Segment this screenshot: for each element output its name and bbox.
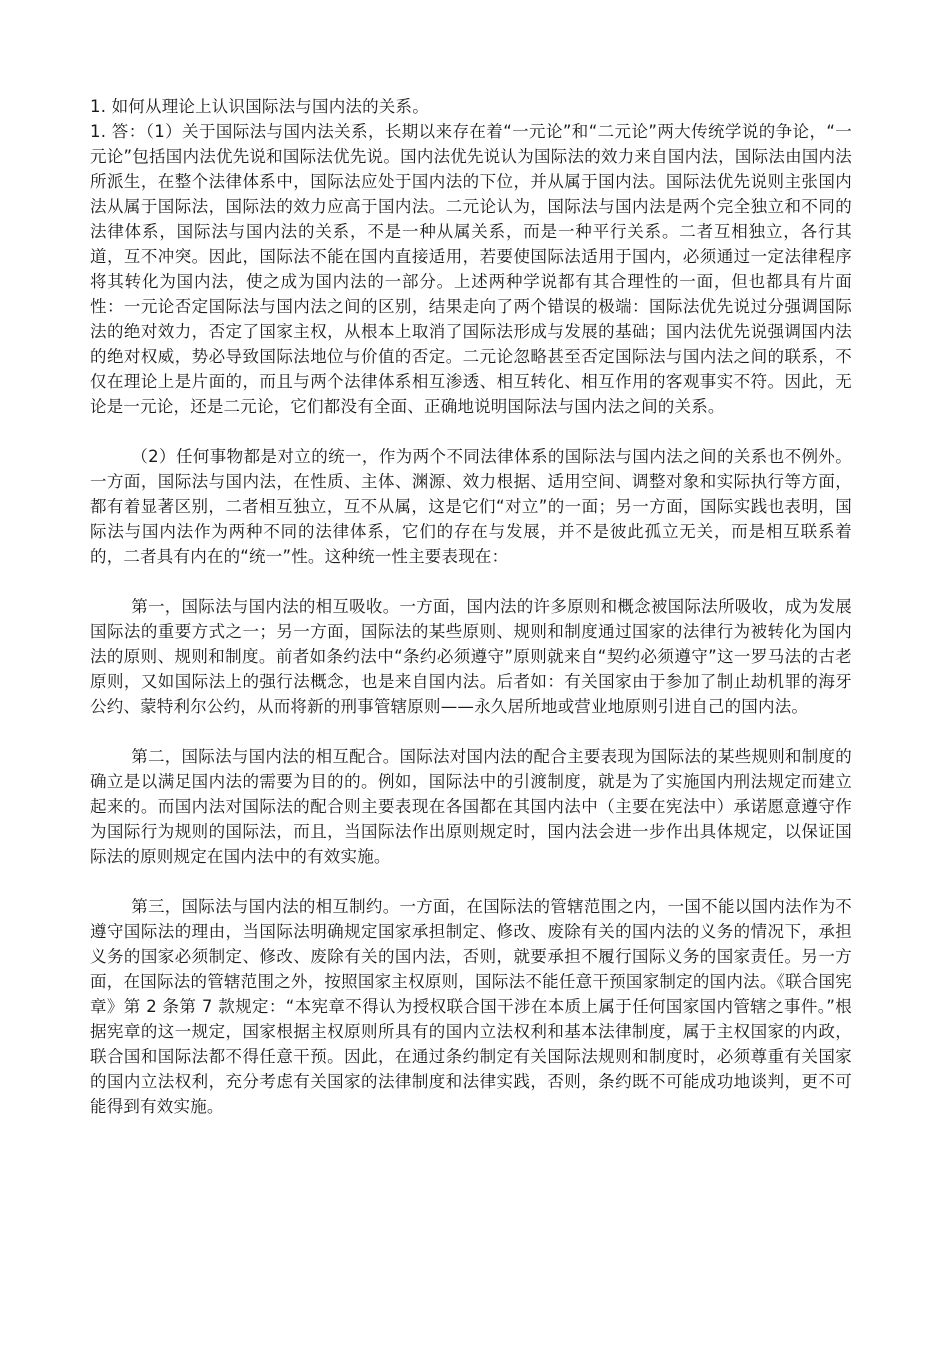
question-heading: 1. 如何从理论上认识国际法与国内法的关系。 [90, 97, 429, 116]
document-body [90, 94, 852, 1119]
answer-paragraph-4: 第二，国际法与国内法的相互配合。国际法对国内法的配合主要表现为国际法的某些规则和制度的确立是以满足国内法的需要为目的的。例如，国际法中的引渡制度，就是为了实施国内刑法规定而建立起来的。而国内法对国际法的配合则主要表现在各国都在其国内法中（主要在宪法中）承诺愿意遵守作为国际行为规则的国际法，而且，当国际法作出原则规定时，国内法会进一步作出具体规定，以保证国际法的原则规定在国内法中的有效实施。 [90, 747, 852, 866]
answer-paragraph-3: 第一，国际法与国内法的相互吸收。一方面，国内法的许多原则和概念被国际法所吸收，成为发展国际法的重要方式之一；另一方面，国际法的某些原则、规则和制度通过国家的法律行为被转化为国内法的原则、规则和制度。前者如条约法中“条约必须遵守”原则就来自“契约必须遵守”这一罗马法的古老原则，又如国际法上的强行法概念，也是来自国内法。后者如：有关国家由于参加了制止劫机罪的海牙公约、蒙特利尔公约，从而将新的刑事管辖原则——永久居所地或营业地原则引进自己的国内法。 [90, 597, 852, 716]
answer-paragraph-5: 第三，国际法与国内法的相互制约。一方面，在国际法的管辖范围之内，一国不能以国内法作为不遵守国际法的理由，当国际法明确规定国家承担制定、修改、废除有关的国内法的义务的情况下，承担义务的国家必须制定、修改、废除有关的国内法，否则，就要承担不履行国际义务的国家责任。另一方面，在国际法的管辖范围之外，按照国家主权原则，国际法不能任意干预国家制定的国内法。《联合国宪章》第 2 条第 7 款规定：“本宪章不得认为授权联合国干涉在本质上属于任何国家国内管辖之事件。”根据宪章的这一规定，国家根据主权原则所具有的国内立法权利和基本法律制度，属于主权国家的内政，联合国和国际法都不得任意干预。因此，在通过条约制定有关国际法规则和制度时，必须尊重有关国家的国内立法权利，充分考虑有关国家的法律制度和法律实践，否则，条约既不可能成功地谈判，更不可能得到有效实施。 [90, 897, 852, 1116]
answer-paragraph-1: 1. 答：（1）关于国际法与国内法关系，长期以来存在着“一元论”和“二元论”两大传统学说的争论，“一元论”包括国内法优先说和国际法优先说。国内法优先说认为国际法的效力来自国内法，国际法由国内法所派生，在整个法律体系中，国际法应处于国内法的下位，并从属于国内法。国际法优先说则主张国内法从属于国际法，国际法的效力应高于国内法。二元论认为，国际法与国内法是两个完全独立和不同的法律体系，国际法与国内法的关系，不是一种从属关系，而是一种平行关系。二者互相独立，各行其道，互不冲突。因此，国际法不能在国内直接适用，若要使国际法适用于国内，必须通过一定法律程序将其转化为国内法，使之成为国内法的一部分。上述两种学说都有其合理性的一面，但也都具有片面性：一元论否定国际法与国内法之间的区别，结果走向了两个错误的极端：国际法优先说过分强调国际法的绝对效力，否定了国家主权，从根本上取消了国际法形成与发展的基础；国内法优先说强调国内法的绝对权威，势必导致国际法地位与价值的否定。二元论忽略甚至否定国际法与国内法之间的联系，不仅在理论上是片面的，而且与两个法律体系相互渗透、相互转化、相互作用的客观事实不符。因此，无论是一元论，还是二元论，它们都没有全面、正确地说明国际法与国内法之间的关系。 [90, 122, 852, 416]
answer-paragraph-2: （2）任何事物都是对立的统一，作为两个不同法律体系的国际法与国内法之间的关系也不例外。一方面，国际法与国内法，在性质、主体、渊源、效力根据、适用空间、调整对象和实际执行等方面，都有着显著区别，二者相互独立，互不从属，这是它们“对立”的一面；另一方面，国际实践也表明，国际法与国内法作为两种不同的法律体系，它们的存在与发展，并不是彼此孤立无关，而是相互联系着的，二者具有内在的“统一”性。这种统一性主要表现在： [90, 447, 852, 566]
